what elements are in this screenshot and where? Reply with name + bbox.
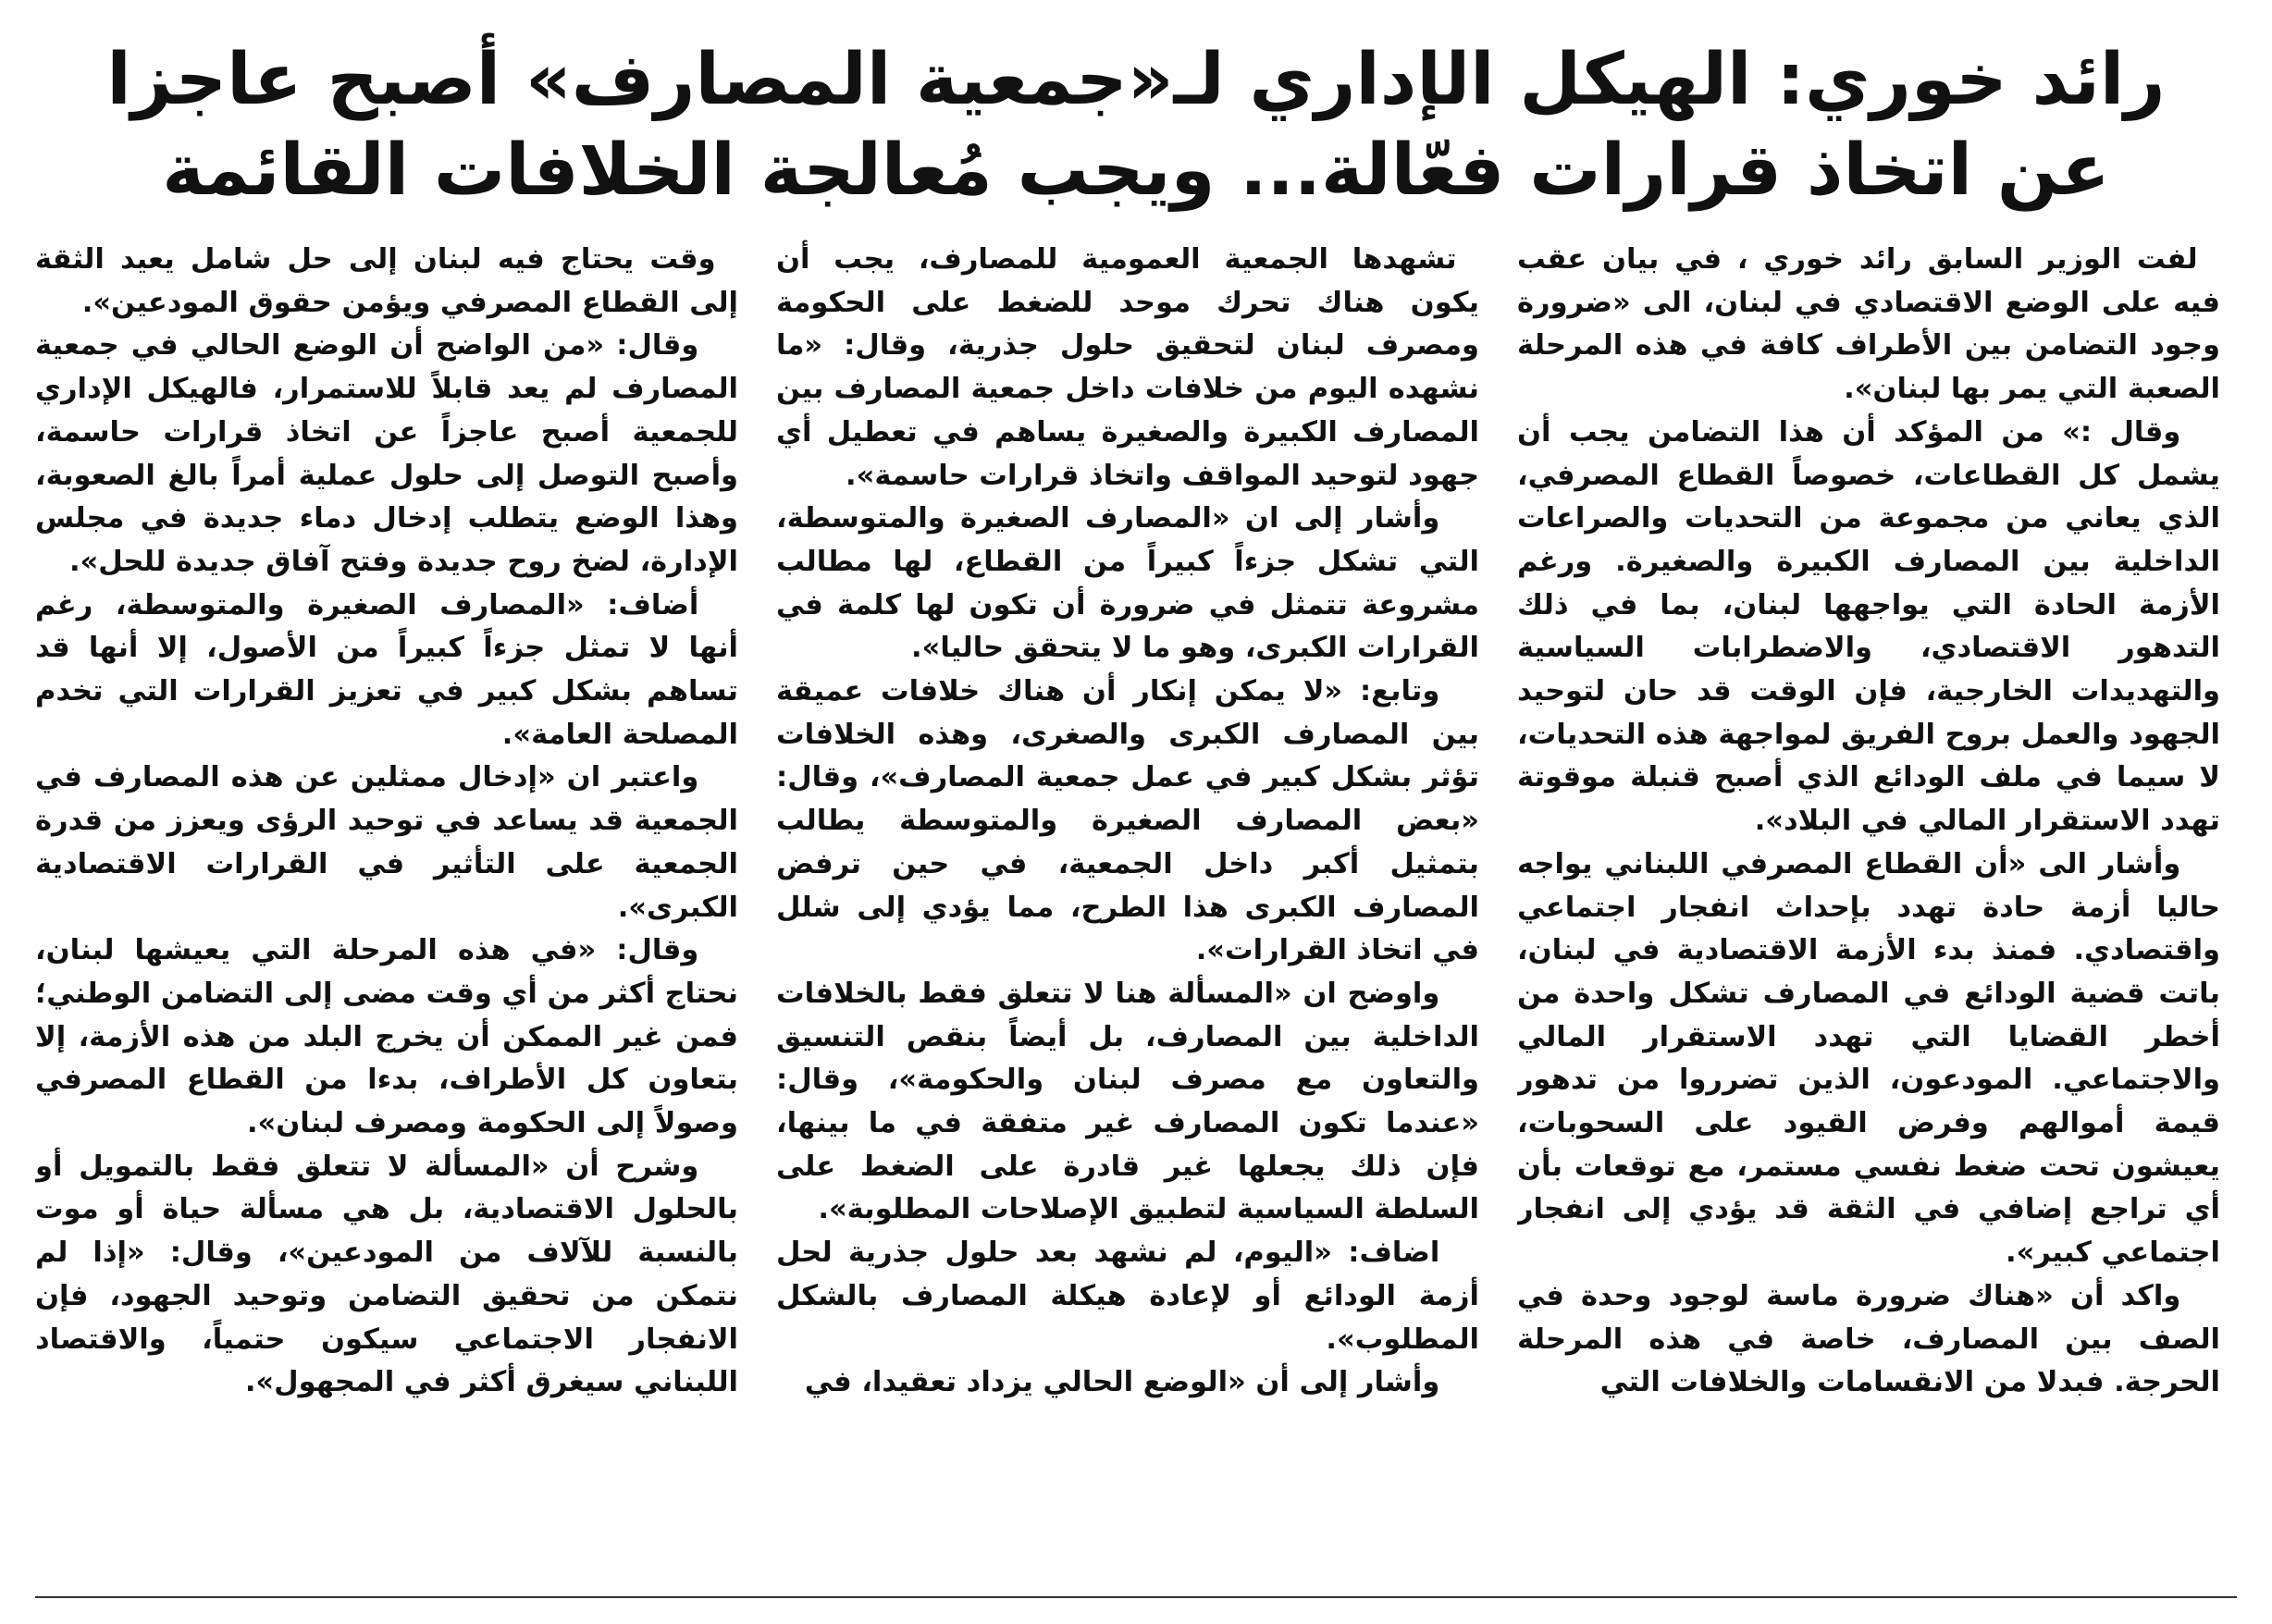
paragraph: أضاف: «المصارف الصغيرة والمتوسطة، رغم أنها لا تمثل جزءاً كبيراً من الأصول، إلا أنها قد تساهم بشكل كبير في تعزيز القرارات التي تخدم المصلحة العامة». [35,588,738,751]
column-right [1517,239,2220,1580]
bottom-divider [35,1596,2237,1598]
paragraph: واوضح ان «المسألة هنا لا تتعلق فقط بالخلافات الداخلية بين المصارف، بل أيضاً بنقص التنسيق والتعاون مع مصرف لبنان والحكومة»، وقال: «عندما تكون المصارف غير متفقة في ما بينها، فإن ذلك يجعلها غير قادرة على الضغط على السلطة السياسية لتطبيق الإصلاحات المطلوبة». [776,977,1479,1226]
paragraph: وأشار الى «أن القطاع المصرفي اللبناني يواجه حاليا أزمة حادة تهدد بإحداث انفجار اجتماعي واقتصادي. فمنذ بدء الأزمة الاقتصادية في لبنان، باتت قضية الودائع في المصارف تشكل واحدة من أخطر القضايا التي تهدد الاستقرار المالي والاجتماعي. المودعون، الذين تضرروا من تدهور قيمة أموالهم وفرض القيود على السحوبات، يعيشون تحت ضغط نفسي مستمر، مع توقعات بأن أي تراجع إضافي في الثقة قد يؤدي إلى انفجار اجتماعي كبير». [1517,847,2220,1270]
column-middle [776,239,1479,1580]
paragraph: واكد أن «هناك ضرورة ماسة لوجود وحدة في الصف بين المصارف، خاصة في هذه المرحلة الحرجة. فبدلا من الانقسامات والخلافات التي [1517,1279,2220,1399]
paragraph: وقت يحتاج فيه لبنان إلى حل شامل يعيد الثقة إلى القطاع المصرفي ويؤمن حقوق المودعين». [35,243,738,319]
paragraph: لفت الوزير السابق رائد خوري ، في بيان عقب فيه على الوضع الاقتصادي في لبنان، الى «ضرورة وجود التضامن بين الأطراف كافة في هذه المرحلة الصعبة التي يمر بها لبنان». [1517,243,2220,406]
paragraph: وشرح أن «المسألة لا تتعلق فقط بالتمويل أو بالحلول الاقتصادية، بل هي مسألة حياة أو موت بالنسبة للآلاف من المودعين»، وقال: «إذا لم نتمكن من تحقيق التضامن وتوحيد الجهود، فإن الانفجار الاجتماعي سيكون حتمياً، والاقتصاد اللبناني سيغرق أكثر في المجهول». [35,1150,738,1399]
headline-line-2: عن اتخاذ قرارات فعّالة... ويجب مُعالجة الخلافات القائمة [162,129,2110,212]
paragraph: وتابع: «لا يمكن إنكار أن هناك خلافات عميقة بين المصارف الكبرى والصغرى، وهذه الخلافات تؤثر بشكل كبير في عمل جمعية المصارف»، وقال: «بعض المصارف الصغيرة والمتوسطة يطالب بتمثيل أكبر داخل الجمعية، في حين ترفض المصارف الكبرى هذا الطرح، مما يؤدي إلى شلل في اتخاذ القرارات». [776,675,1479,967]
paragraph: وقال: «في هذه المرحلة التي يعيشها لبنان، نحتاج أكثر من أي وقت مضى إلى التضامن الوطني؛ فمن غير الممكن أن يخرج البلد من هذه الأزمة، إلا بتعاون كل الأطراف، بدءا من القطاع المصرفي وصولاً إلى الحكومة ومصرف لبنان». [35,934,738,1140]
paragraph: واعتبر ان «إدخال ممثلين عن هذه المصارف في الجمعية قد يساعد في توحيد الرؤى ويعزز من قدرة الجمعية على التأثير في القرارات الاقتصادية الكبرى». [35,761,738,924]
paragraph: وأشار إلى ان «المصارف الصغيرة والمتوسطة، التي تشكل جزءاً كبيراً من القطاع، لها مطالب مشروعة تتمثل في ضرورة أن تكون لها كلمة في القرارات الكبرى، وهو ما لا يتحقق حاليا». [776,502,1479,665]
article-headline [56,35,2216,216]
paragraph: اضاف: «اليوم، لم نشهد بعد حلول جذرية لحل أزمة الودائع أو لإعادة هيكلة المصارف بالشكل المطلوب». [776,1236,1479,1356]
paragraph: وقال :» من المؤكد أن هذا التضامن يجب أن يشمل كل القطاعات، خصوصاً القطاع المصرفي، الذي يعاني من مجموعة من التحديات والصراعات الداخلية بين المصارف الكبيرة والصغيرة. ورغم الأزمة الحادة التي يواجهها لبنان، بما في ذلك التدهور الاقتصادي، والاضطرابات السياسية والتهديدات الخارجية، فإن الوقت قد حان لتوحيد الجهود والعمل بروح الفريق لمواجهة هذه التحديات، لا سيما في ملف الودائع الذي أصبح قنبلة موقوتة تهدد الاستقرار المالي في البلاد». [1517,415,2220,838]
column-left [35,239,738,1580]
paragraph: تشهدها الجمعية العمومية للمصارف، يجب أن يكون هناك تحرك موحد للضغط على الحكومة ومصرف لبنان لتحقيق حلول جذرية، وقال: «ما نشهده اليوم من خلافات داخل جمعية المصارف بين المصارف الكبيرة والصغيرة يساهم في تعطيل أي جهود لتوحيد المواقف واتخاذ قرارات حاسمة». [776,243,1479,492]
paragraph: وأشار إلى أن «الوضع الحالي يزداد تعقيدا، في [804,1366,1440,1399]
article-body [35,239,2220,1580]
paragraph: وقال: «من الواضح أن الوضع الحالي في جمعية المصارف لم يعد قابلاً للاستمرار، فالهيكل الإداري للجمعية أصبح عاجزاً عن اتخاذ قرارات حاسمة، وأصبح التوصل إلى حلول عملية أمراً بالغ الصعوبة، وهذا الوضع يتطلب إدخال دماء جديدة في مجلس الإدارة، لضخ روح جديدة وفتح آفاق جديدة للحل». [35,329,738,578]
headline-line-1: رائد خوري: الهيكل الإداري لـ«جمعية المصارف» أصبح عاجزا [106,39,2166,121]
